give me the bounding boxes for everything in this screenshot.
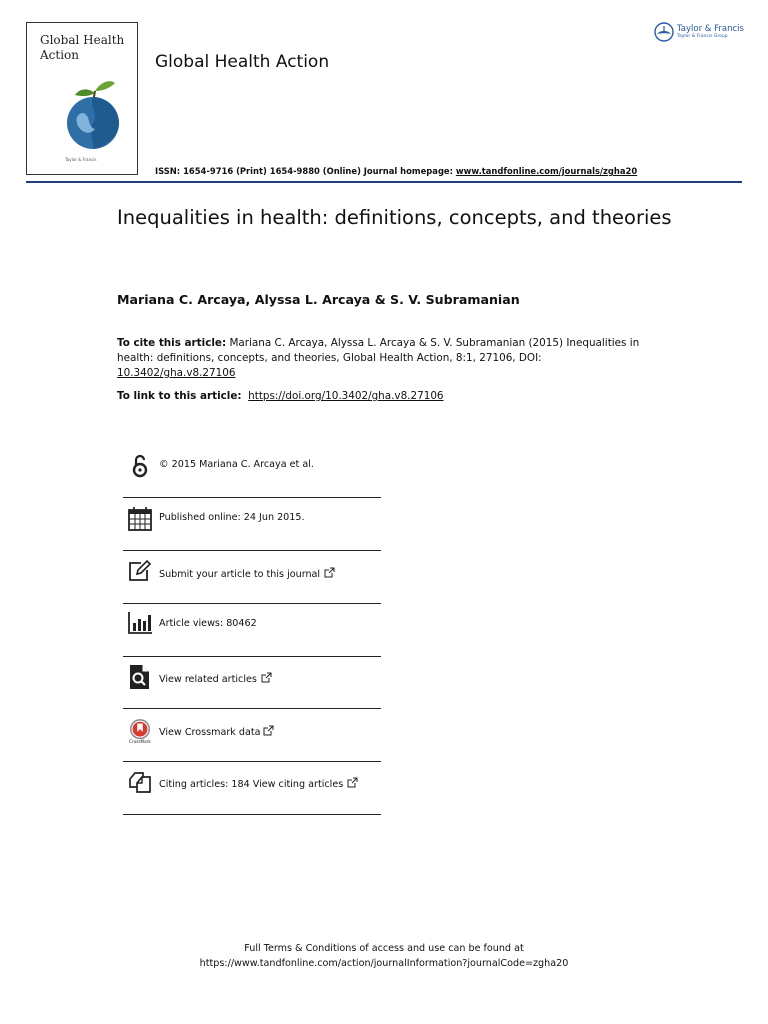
calendar-icon <box>127 506 153 532</box>
crossmark-label: CrossMark <box>129 739 151 744</box>
taylor-francis-icon <box>654 22 674 42</box>
external-link-icon <box>263 725 274 736</box>
cite-label: To cite this article: <box>117 337 227 349</box>
journal-logo-icon <box>65 57 121 149</box>
related-articles-link[interactable]: View related articles <box>159 672 272 685</box>
article-doi-url[interactable]: https://doi.org/10.3402/gha.v8.27106 <box>248 390 444 402</box>
publisher-group: Taylor & Francis Group <box>677 33 728 39</box>
info-item-submit[interactable] <box>123 552 381 604</box>
cover-publisher-text: Taylor & Francis <box>65 157 97 162</box>
external-link-icon <box>324 567 335 578</box>
cover-title: Global Health Action <box>40 33 125 62</box>
external-link-icon <box>261 672 272 683</box>
article-title: Inequalities in health: definitions, concepts, and theories <box>117 206 672 229</box>
footer-line-1: Full Terms & Conditions of access and use can be found at <box>244 943 524 954</box>
link-label: To link to this article: <box>117 390 242 402</box>
info-item-related[interactable] <box>123 657 381 709</box>
copyright-text: © 2015 Mariana C. Arcaya et al. <box>159 459 314 470</box>
issn-line <box>155 166 637 176</box>
header-divider <box>26 181 742 183</box>
search-document-icon <box>127 664 153 690</box>
open-access-icon <box>127 453 153 479</box>
publisher-name: Taylor & Francis <box>677 23 744 34</box>
citation-block <box>117 336 662 381</box>
external-link-icon <box>347 777 358 788</box>
info-item-crossmark[interactable] <box>123 710 381 762</box>
crossmark-icon <box>127 718 153 744</box>
cite-text: Mariana C. Arcaya, Alyssa L. Arcaya & S. V. Subramanian (2015) Inequalities in health: definitions, concepts, and theories, Global Health Action, 8:1, 27106, DOI: <box>117 337 640 364</box>
article-authors: Mariana C. Arcaya, Alyssa L. Arcaya & S. V. Subramanian <box>117 292 520 307</box>
edit-icon <box>127 558 153 584</box>
journal-homepage-link[interactable]: www.tandfonline.com/journals/zgha20 <box>455 166 638 176</box>
journal-cover-image <box>26 22 138 175</box>
bar-chart-icon <box>127 610 153 636</box>
article-link-line <box>117 390 444 402</box>
publisher-logo[interactable] <box>654 22 744 42</box>
doi-link[interactable]: 10.3402/gha.v8.27106 <box>117 367 236 379</box>
issn-text: ISSN: 1654-9716 (Print) 1654-9880 (Online) Journal homepage: <box>155 166 456 176</box>
citing-articles-icon <box>127 769 153 795</box>
citing-articles-link[interactable]: Citing articles: 184 View citing articles <box>159 777 358 790</box>
published-date-text: Published online: 24 Jun 2015. <box>159 512 305 523</box>
crossmark-link[interactable]: View Crossmark data <box>159 725 274 738</box>
info-item-published <box>123 499 381 551</box>
article-views-text: Article views: 80462 <box>159 618 257 629</box>
info-item-citing[interactable] <box>123 763 381 815</box>
submit-article-link[interactable]: Submit your article to this journal <box>159 567 335 580</box>
info-item-views <box>123 605 381 657</box>
terms-footer <box>0 941 768 971</box>
footer-terms-url[interactable]: https://www.tandfonline.com/action/journalInformation?journalCode=zgha20 <box>199 958 569 969</box>
info-item-copyright <box>123 446 381 498</box>
journal-name: Global Health Action <box>155 52 330 72</box>
